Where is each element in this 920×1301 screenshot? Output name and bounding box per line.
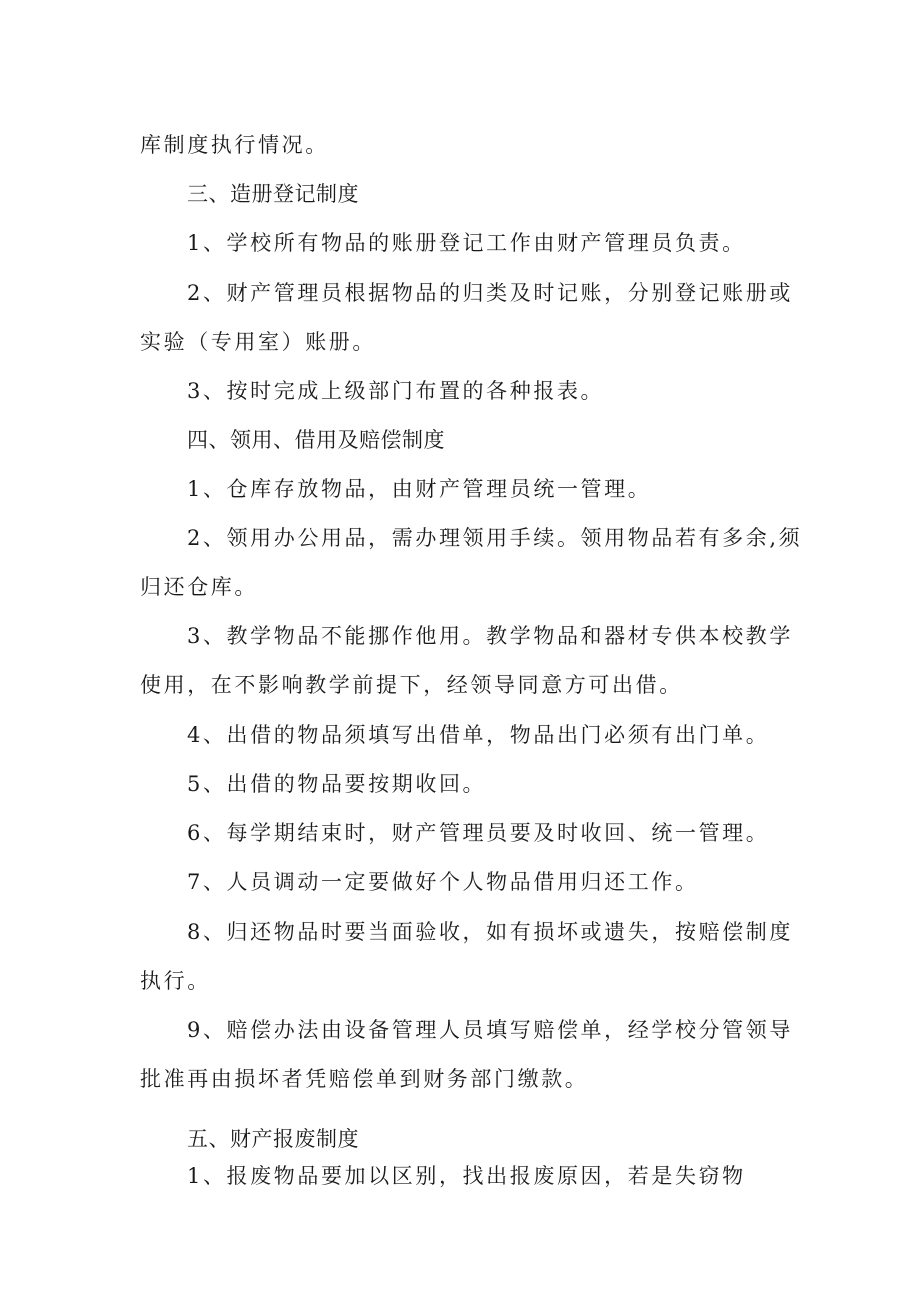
item-4-1: 1、仓库存放物品，由财产管理员统一管理。 — [187, 477, 652, 501]
item-4-9-continuation: 批准再由损坏者凭赔偿单到财务部门缴款。 — [140, 1067, 589, 1091]
item-4-6: 6、每学期结束时，财产管理员要及时收回、统一管理。 — [187, 821, 770, 845]
section-heading-3: 三、造册登记制度 — [187, 182, 359, 206]
item-4-8: 8、归还物品时要当面验收，如有损坏或遗失，按赔偿制度 — [187, 920, 793, 944]
item-3-2-continuation: 实验（专用室）账册。 — [140, 330, 376, 354]
item-3-2: 2、财产管理员根据物品的归类及时记账，分别登记账册或 — [187, 281, 793, 305]
item-4-5: 5、出借的物品要按期收回。 — [187, 772, 487, 796]
item-4-8-continuation: 执行。 — [140, 969, 211, 993]
section-heading-4: 四、领用、借用及赔偿制度 — [187, 428, 445, 452]
paragraph-continuation: 库制度执行情况。 — [140, 133, 329, 157]
item-3-1: 1、学校所有物品的账册登记工作由财产管理员负责。 — [187, 231, 746, 255]
item-4-7: 7、人员调动一定要做好个人物品借用归还工作。 — [187, 870, 699, 894]
item-4-9: 9、赔偿办法由设备管理人员填写赔偿单，经学校分管领导 — [187, 1018, 793, 1042]
item-4-2: 2、领用办公用品，需办理领用手续。领用物品若有多余,须 — [187, 526, 803, 550]
section-heading-5: 五、财产报废制度 — [187, 1127, 359, 1151]
item-4-4: 4、出借的物品须填写出借单，物品出门必须有出门单。 — [187, 723, 770, 747]
item-4-3: 3、教学物品不能挪作他用。教学物品和器材专供本校教学 — [187, 624, 793, 648]
item-4-2-continuation: 归还仓库。 — [140, 575, 258, 599]
item-3-3: 3、按时完成上级部门布置的各种报表。 — [187, 379, 605, 403]
item-4-3-continuation: 使用，在不影响教学前提下，经领导同意方可出借。 — [140, 673, 683, 697]
item-5-1: 1、报废物品要加以区别，找出报废原因，若是失窃物 — [187, 1164, 746, 1188]
